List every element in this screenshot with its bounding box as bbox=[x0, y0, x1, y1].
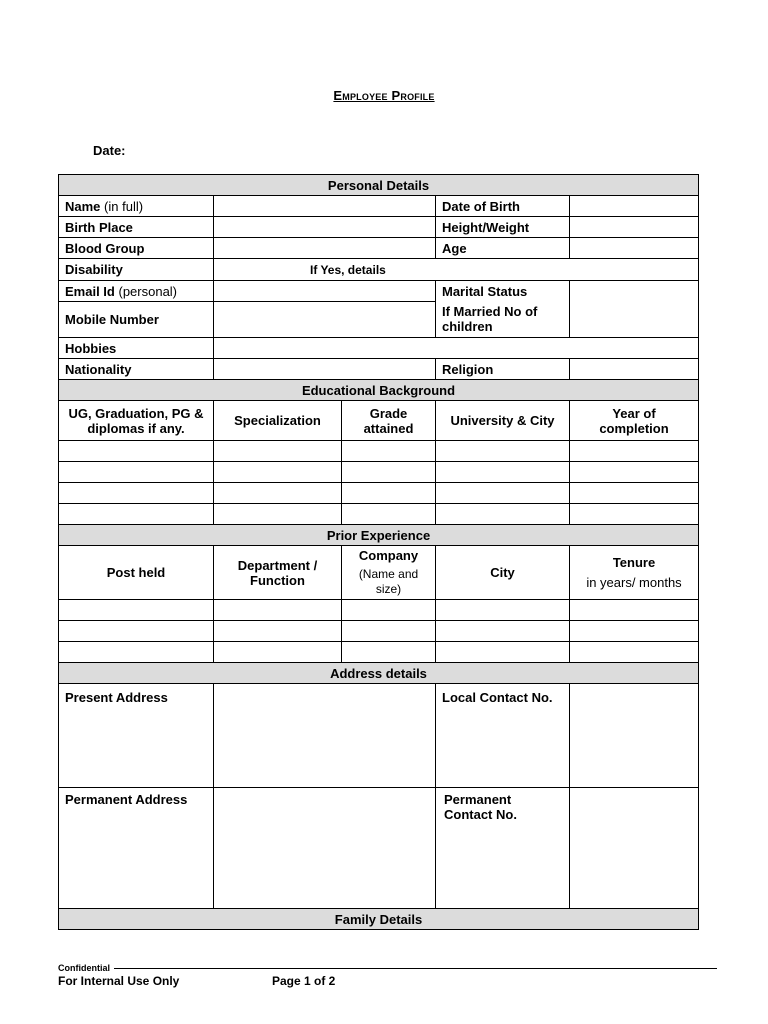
name-label-cell bbox=[59, 196, 214, 217]
experience-col-company bbox=[342, 546, 436, 600]
employee-profile-form bbox=[58, 174, 699, 930]
hobbies-label: Hobbies bbox=[59, 338, 214, 359]
blood-group-field[interactable] bbox=[214, 238, 436, 259]
permanent-contact-label: Permanent Contact No. bbox=[436, 788, 570, 909]
education-cell[interactable] bbox=[214, 504, 342, 525]
marital-children-label-cell bbox=[436, 281, 570, 338]
education-cell[interactable] bbox=[59, 462, 214, 483]
email-label: Email Id bbox=[65, 283, 115, 299]
email-field[interactable] bbox=[214, 281, 436, 302]
education-cell[interactable] bbox=[436, 441, 570, 462]
present-address-field[interactable] bbox=[214, 684, 436, 788]
age-label: Age bbox=[436, 238, 570, 259]
education-cell[interactable] bbox=[59, 441, 214, 462]
email-label-cell bbox=[59, 281, 214, 302]
experience-cell[interactable] bbox=[342, 600, 436, 621]
experience-entry-row bbox=[59, 621, 699, 642]
tenure-label: Tenure bbox=[612, 555, 656, 570]
blood-group-label: Blood Group bbox=[59, 238, 214, 259]
age-field[interactable] bbox=[570, 238, 699, 259]
disability-field[interactable] bbox=[214, 259, 699, 281]
footer-divider bbox=[58, 968, 717, 969]
experience-cell[interactable] bbox=[570, 600, 699, 621]
disability-detail-label: If Yes, details bbox=[310, 262, 386, 277]
page-number: Page 1 of 2 bbox=[272, 974, 336, 988]
tenure-note: in years/ months bbox=[586, 575, 682, 590]
name-label: Name bbox=[65, 198, 101, 214]
birth-place-field[interactable] bbox=[214, 217, 436, 238]
local-contact-field[interactable] bbox=[570, 684, 699, 788]
permanent-address-row bbox=[59, 788, 699, 909]
education-entry-row bbox=[59, 441, 699, 462]
company-note: (Name and size) bbox=[358, 567, 419, 596]
religion-field[interactable] bbox=[570, 359, 699, 380]
education-cell[interactable] bbox=[570, 483, 699, 504]
education-cell[interactable] bbox=[342, 441, 436, 462]
experience-entry-row bbox=[59, 642, 699, 663]
education-cell[interactable] bbox=[436, 483, 570, 504]
education-cell[interactable] bbox=[214, 483, 342, 504]
education-col-year: Year of completion bbox=[570, 401, 699, 441]
experience-cell[interactable] bbox=[214, 600, 342, 621]
height-weight-label: Height/Weight bbox=[436, 217, 570, 238]
education-columns-row bbox=[59, 401, 699, 441]
present-address-label: Present Address bbox=[59, 684, 214, 788]
experience-cell[interactable] bbox=[59, 600, 214, 621]
experience-columns-row bbox=[59, 546, 699, 600]
experience-cell[interactable] bbox=[59, 642, 214, 663]
nationality-label: Nationality bbox=[59, 359, 214, 380]
dob-field[interactable] bbox=[570, 196, 699, 217]
experience-col-tenure bbox=[570, 546, 699, 600]
permanent-address-label: Permanent Address bbox=[59, 788, 214, 909]
personal-details-header: Personal Details bbox=[59, 175, 699, 196]
education-entry-row bbox=[59, 462, 699, 483]
education-cell[interactable] bbox=[342, 462, 436, 483]
children-label: If Married No of children bbox=[442, 304, 538, 334]
experience-cell[interactable] bbox=[436, 600, 570, 621]
experience-header-row bbox=[59, 525, 699, 546]
education-col-specialization: Specialization bbox=[214, 401, 342, 441]
religion-label: Religion bbox=[436, 359, 570, 380]
education-header-row bbox=[59, 380, 699, 401]
education-col-university: University & City bbox=[436, 401, 570, 441]
education-cell[interactable] bbox=[570, 441, 699, 462]
name-note: (in full) bbox=[104, 198, 144, 214]
disability-row bbox=[59, 259, 699, 281]
education-cell[interactable] bbox=[342, 504, 436, 525]
permanent-address-field[interactable] bbox=[214, 788, 436, 909]
present-address-row bbox=[59, 684, 699, 788]
disability-label: Disability bbox=[59, 259, 214, 281]
personal-details-header-row bbox=[59, 175, 699, 196]
mobile-label: Mobile Number bbox=[59, 302, 214, 338]
local-contact-label: Local Contact No. bbox=[436, 684, 570, 788]
address-header-row bbox=[59, 663, 699, 684]
company-label: Company bbox=[358, 548, 419, 563]
education-cell[interactable] bbox=[436, 504, 570, 525]
experience-cell[interactable] bbox=[436, 642, 570, 663]
birth-place-row bbox=[59, 217, 699, 238]
nationality-row bbox=[59, 359, 699, 380]
education-col-grade: Grade attained bbox=[342, 401, 436, 441]
education-entry-row bbox=[59, 504, 699, 525]
marital-children-field[interactable] bbox=[570, 281, 699, 338]
education-cell[interactable] bbox=[214, 441, 342, 462]
experience-cell[interactable] bbox=[570, 621, 699, 642]
experience-cell[interactable] bbox=[214, 642, 342, 663]
experience-cell[interactable] bbox=[342, 621, 436, 642]
hobbies-row bbox=[59, 338, 699, 359]
education-header: Educational Background bbox=[59, 380, 699, 401]
experience-col-post: Post held bbox=[59, 546, 214, 600]
marital-status-label: Marital Status bbox=[442, 284, 528, 299]
experience-col-department: Department / Function bbox=[214, 546, 342, 600]
education-cell[interactable] bbox=[570, 462, 699, 483]
birth-place-label: Birth Place bbox=[59, 217, 214, 238]
experience-cell[interactable] bbox=[342, 642, 436, 663]
experience-cell[interactable] bbox=[214, 621, 342, 642]
name-field[interactable] bbox=[214, 196, 436, 217]
education-cell[interactable] bbox=[570, 504, 699, 525]
date-label: Date: bbox=[93, 143, 126, 158]
experience-col-city: City bbox=[436, 546, 570, 600]
education-cell[interactable] bbox=[214, 462, 342, 483]
confidential-label: Confidential bbox=[58, 963, 114, 973]
experience-cell[interactable] bbox=[570, 642, 699, 663]
name-row bbox=[59, 196, 699, 217]
nationality-field[interactable] bbox=[214, 359, 436, 380]
education-cell[interactable] bbox=[342, 483, 436, 504]
page-title: Employee Profile bbox=[333, 88, 435, 103]
education-entry-row bbox=[59, 483, 699, 504]
dob-label: Date of Birth bbox=[436, 196, 570, 217]
hobbies-field[interactable] bbox=[214, 338, 699, 359]
education-cell[interactable] bbox=[59, 483, 214, 504]
permanent-contact-field[interactable] bbox=[570, 788, 699, 909]
family-header: Family Details bbox=[59, 909, 699, 930]
education-col-degree: UG, Graduation, PG & diplomas if any. bbox=[59, 401, 214, 441]
mobile-field[interactable] bbox=[214, 302, 436, 338]
height-weight-field[interactable] bbox=[570, 217, 699, 238]
family-header-row bbox=[59, 909, 699, 930]
internal-use-label: For Internal Use Only bbox=[58, 974, 180, 988]
address-header: Address details bbox=[59, 663, 699, 684]
email-row bbox=[59, 281, 699, 302]
experience-cell[interactable] bbox=[59, 621, 214, 642]
education-cell[interactable] bbox=[59, 504, 214, 525]
experience-header: Prior Experience bbox=[59, 525, 699, 546]
blood-group-row bbox=[59, 238, 699, 259]
experience-entry-row bbox=[59, 600, 699, 621]
email-note: (personal) bbox=[118, 283, 178, 299]
experience-cell[interactable] bbox=[436, 621, 570, 642]
education-cell[interactable] bbox=[436, 462, 570, 483]
